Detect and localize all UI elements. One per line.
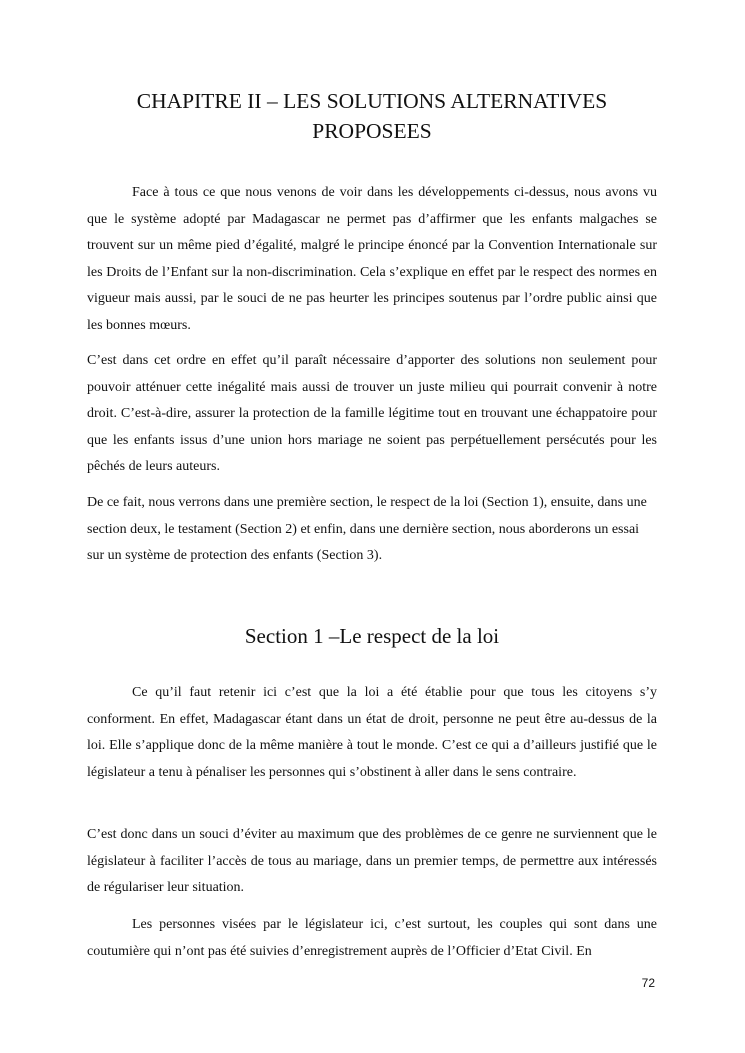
chapter-title: CHAPITRE II – LES SOLUTIONS ALTERNATIVES PROPOSEES — [136, 89, 608, 143]
intro-paragraph-2: C’est dans cet ordre en effet qu’il paraît nécessaire d’apporter des solutions non seulement pour pouvoir atténuer cette inégalité mais aussi de trouver un juste milieu qui pourrait convenir à notre droit. C’est-à-dire, assurer la protection de la famille légitime tout en trouvant une échappatoire pour que les enfants issus d’une union hors mariage ne soient pas perpétuellement persécutés pour les pêchés de leurs auteurs. — [87, 353, 657, 474]
intro-paragraph-3: De ce fait, nous verrons dans une première section, le respect de la loi (Section 1), ensuite, dans une section deux, le testament (Section 2) et enfin, dans une dernière section, nous aborderons un essai sur un système de protection des enfants (Section 3). — [87, 495, 647, 563]
section-1-paragraph-3: Les personnes visées par le législateur ici, c’est surtout, les couples qui sont dans une coutumière qui n’ont pas été suivies d’enregistrement auprès de l’Officier d’Etat Civil. En — [87, 917, 657, 959]
page-number: 72 — [641, 976, 655, 990]
section-1-paragraph-2: C’est donc dans un souci d’éviter au maximum que des problèmes de ce genre ne surviennent que le législateur à faciliter l’accès de tous au mariage, dans un premier temps, de permettre aux intéressés de régulariser leur situation. — [87, 827, 657, 895]
intro-paragraph-1: Face à tous ce que nous venons de voir dans les développements ci-dessus, nous avons vu que le système adopté par Madagascar ne permet pas d’affirmer que les enfants malgaches se trouvent sur un même pied d’égalité, malgré le principe énoncé par la Convention Internationale sur les Droits de l’Enfant sur la non-discrimination. Cela s’explique en effet par le respect des normes en vigueur mais aussi, par le souci de ne pas heurter les principes soutenus par l’ordre public ainsi que les bonnes mœurs. — [87, 185, 657, 333]
section-1-paragraph-1: Ce qu’il faut retenir ici c’est que la loi a été établie pour que tous les citoyens s’y conforment. En effet, Madagascar étant dans un état de droit, personne ne peut être au-dessus de la loi. Elle s’applique donc de la même manière à tout le monde. C’est ce qui a d’ailleurs justifié que le législateur a tenu à pénaliser les personnes qui s’obstinent à aller dans le sens contraire. — [87, 685, 657, 780]
section-1-title: Section 1 –Le respect de la loi — [244, 624, 500, 648]
